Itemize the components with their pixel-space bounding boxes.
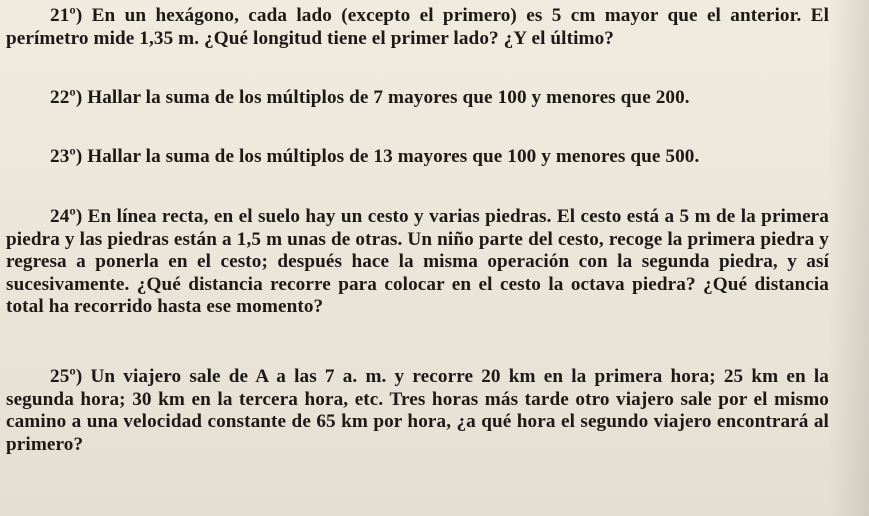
page-edge-shadow xyxy=(829,0,869,516)
problem-22: 22º) Hallar la suma de los múltiplos de 7 mayores que 100 y menores que 200. xyxy=(50,87,690,108)
problem-25: 25º) Un viajero sale de A a las 7 a. m. y recorre 20 km en la primera hora; 25 km en la segunda hora; 30 km en la tercera hora, etc. Tres horas más tarde otro viajero sale por el mismo camino a una velocidad constante de 65 km por hora, ¿a qué hora el segundo viajero encontrará al primero? xyxy=(6,366,829,455)
problem-24: 24º) En línea recta, en el suelo hay un cesto y varias piedras. El cesto está a 5 m de la primera piedra y las piedras están a 1,5 m unas de otras. Un niño parte del cesto, recoge la primera piedra y regresa a ponerla en el cesto; después hace la misma operación con la segunda piedra, y así sucesivamente. ¿Qué distancia recorre para colocar en el cesto la octava piedra? ¿Qué distancia total ha recorrido hasta ese momento? xyxy=(6,206,829,317)
problem-23: 23º) Hallar la suma de los múltiplos de 13 mayores que 100 y menores que 500. xyxy=(50,146,700,167)
problem-21: 21º) En un hexágono, cada lado (excepto el primero) es 5 cm mayor que el anterior. El perímetro mide 1,35 m. ¿Qué longitud tiene el primer lado? ¿Y el último? xyxy=(6,5,829,49)
